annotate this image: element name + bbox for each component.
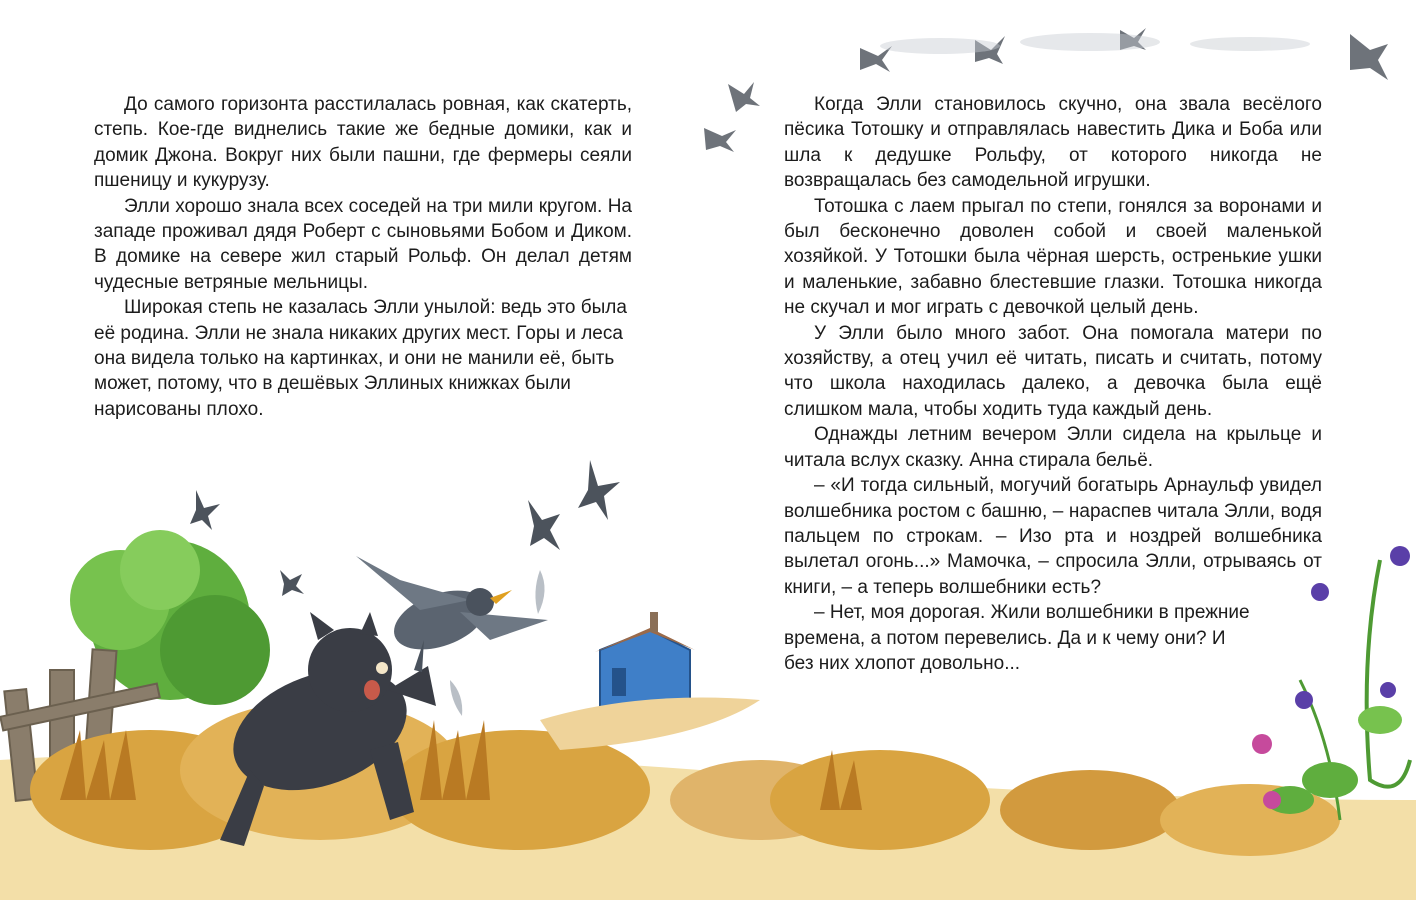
right-page-text [784,92,1322,676]
paragraph: Когда Элли становилось скучно, она звала весёлого пёсика Тотошку и отправлялась навестить Дика и Боба или шла к дедушке Рольфу, от которого никогда не возвращалась без самодельной игрушки. [784,94,1322,192]
house [595,612,695,710]
paragraph: До самого горизонта расстилалась ровная, как скатерть, степь. Кое-где виднелись такие же бедные домики, как и домик Джона. Вокруг них были пашни, где фермеры сеяли пшеницу и кукурузу. [94,94,632,192]
left-page-text [94,92,632,422]
paragraph: Элли хорошо знала всех соседей на три мили кругом. На западе проживал дядя Роберт с сыновьями Бобом и Диком. В домике на севере жил старый Рольф. Он делал детям чудесные ветряные мельницы. [94,195,632,293]
paragraph: Тотошка с лаем прыгал по степи, гонялся за воронами и был бесконечно доволен собой и своей маленькой хозяйкой. У Тотошки была чёрная шерсть, остренькие ушки и маленькие, забавно блестевшие глазки. Тотошка никогда не скучал и мог играть с девочкой целый день. [784,195,1322,319]
paragraph: – «И тогда сильный, могучий богатырь Арнаульф увидел волшебника ростом с башню, – нараспев читала Элли, водя пальцем по строкам. – Изо рта и ноздрей волшебника вылетал огонь...» Мамочка, – спросила Элли, отрываясь от книги, – а теперь волшебники есть? [784,475,1322,598]
paragraph: – Нет, моя дорогая. Жили волшебники в прежние времена, а потом перевелись. Да и к чему они? И без них хлопот довольно... [784,602,1250,674]
paragraph: У Элли было много забот. Она помогала матери по хозяйству, а отец учил её читать, писать и считать, потому что школа находилась далеко, а девочка была ещё слишком мала, чтобы ходить туда каждый день. [784,322,1322,420]
paragraph: Широкая степь не казалась Элли унылой: ведь это была её родина. Элли не знала никаких других мест. Горы и леса она видела только на картинках, и они не манили её, быть может, потому, что в дешёвых Эллиных книжках были нарисованы плохо. [94,297,627,420]
birds-flock-middle [190,460,620,596]
paragraph: Однажды летним вечером Элли сидела на крыльце и читала вслух сказку. Анна стирала бельё. [784,424,1322,471]
sky-haze-top [880,33,1310,54]
hay-field [540,698,760,751]
